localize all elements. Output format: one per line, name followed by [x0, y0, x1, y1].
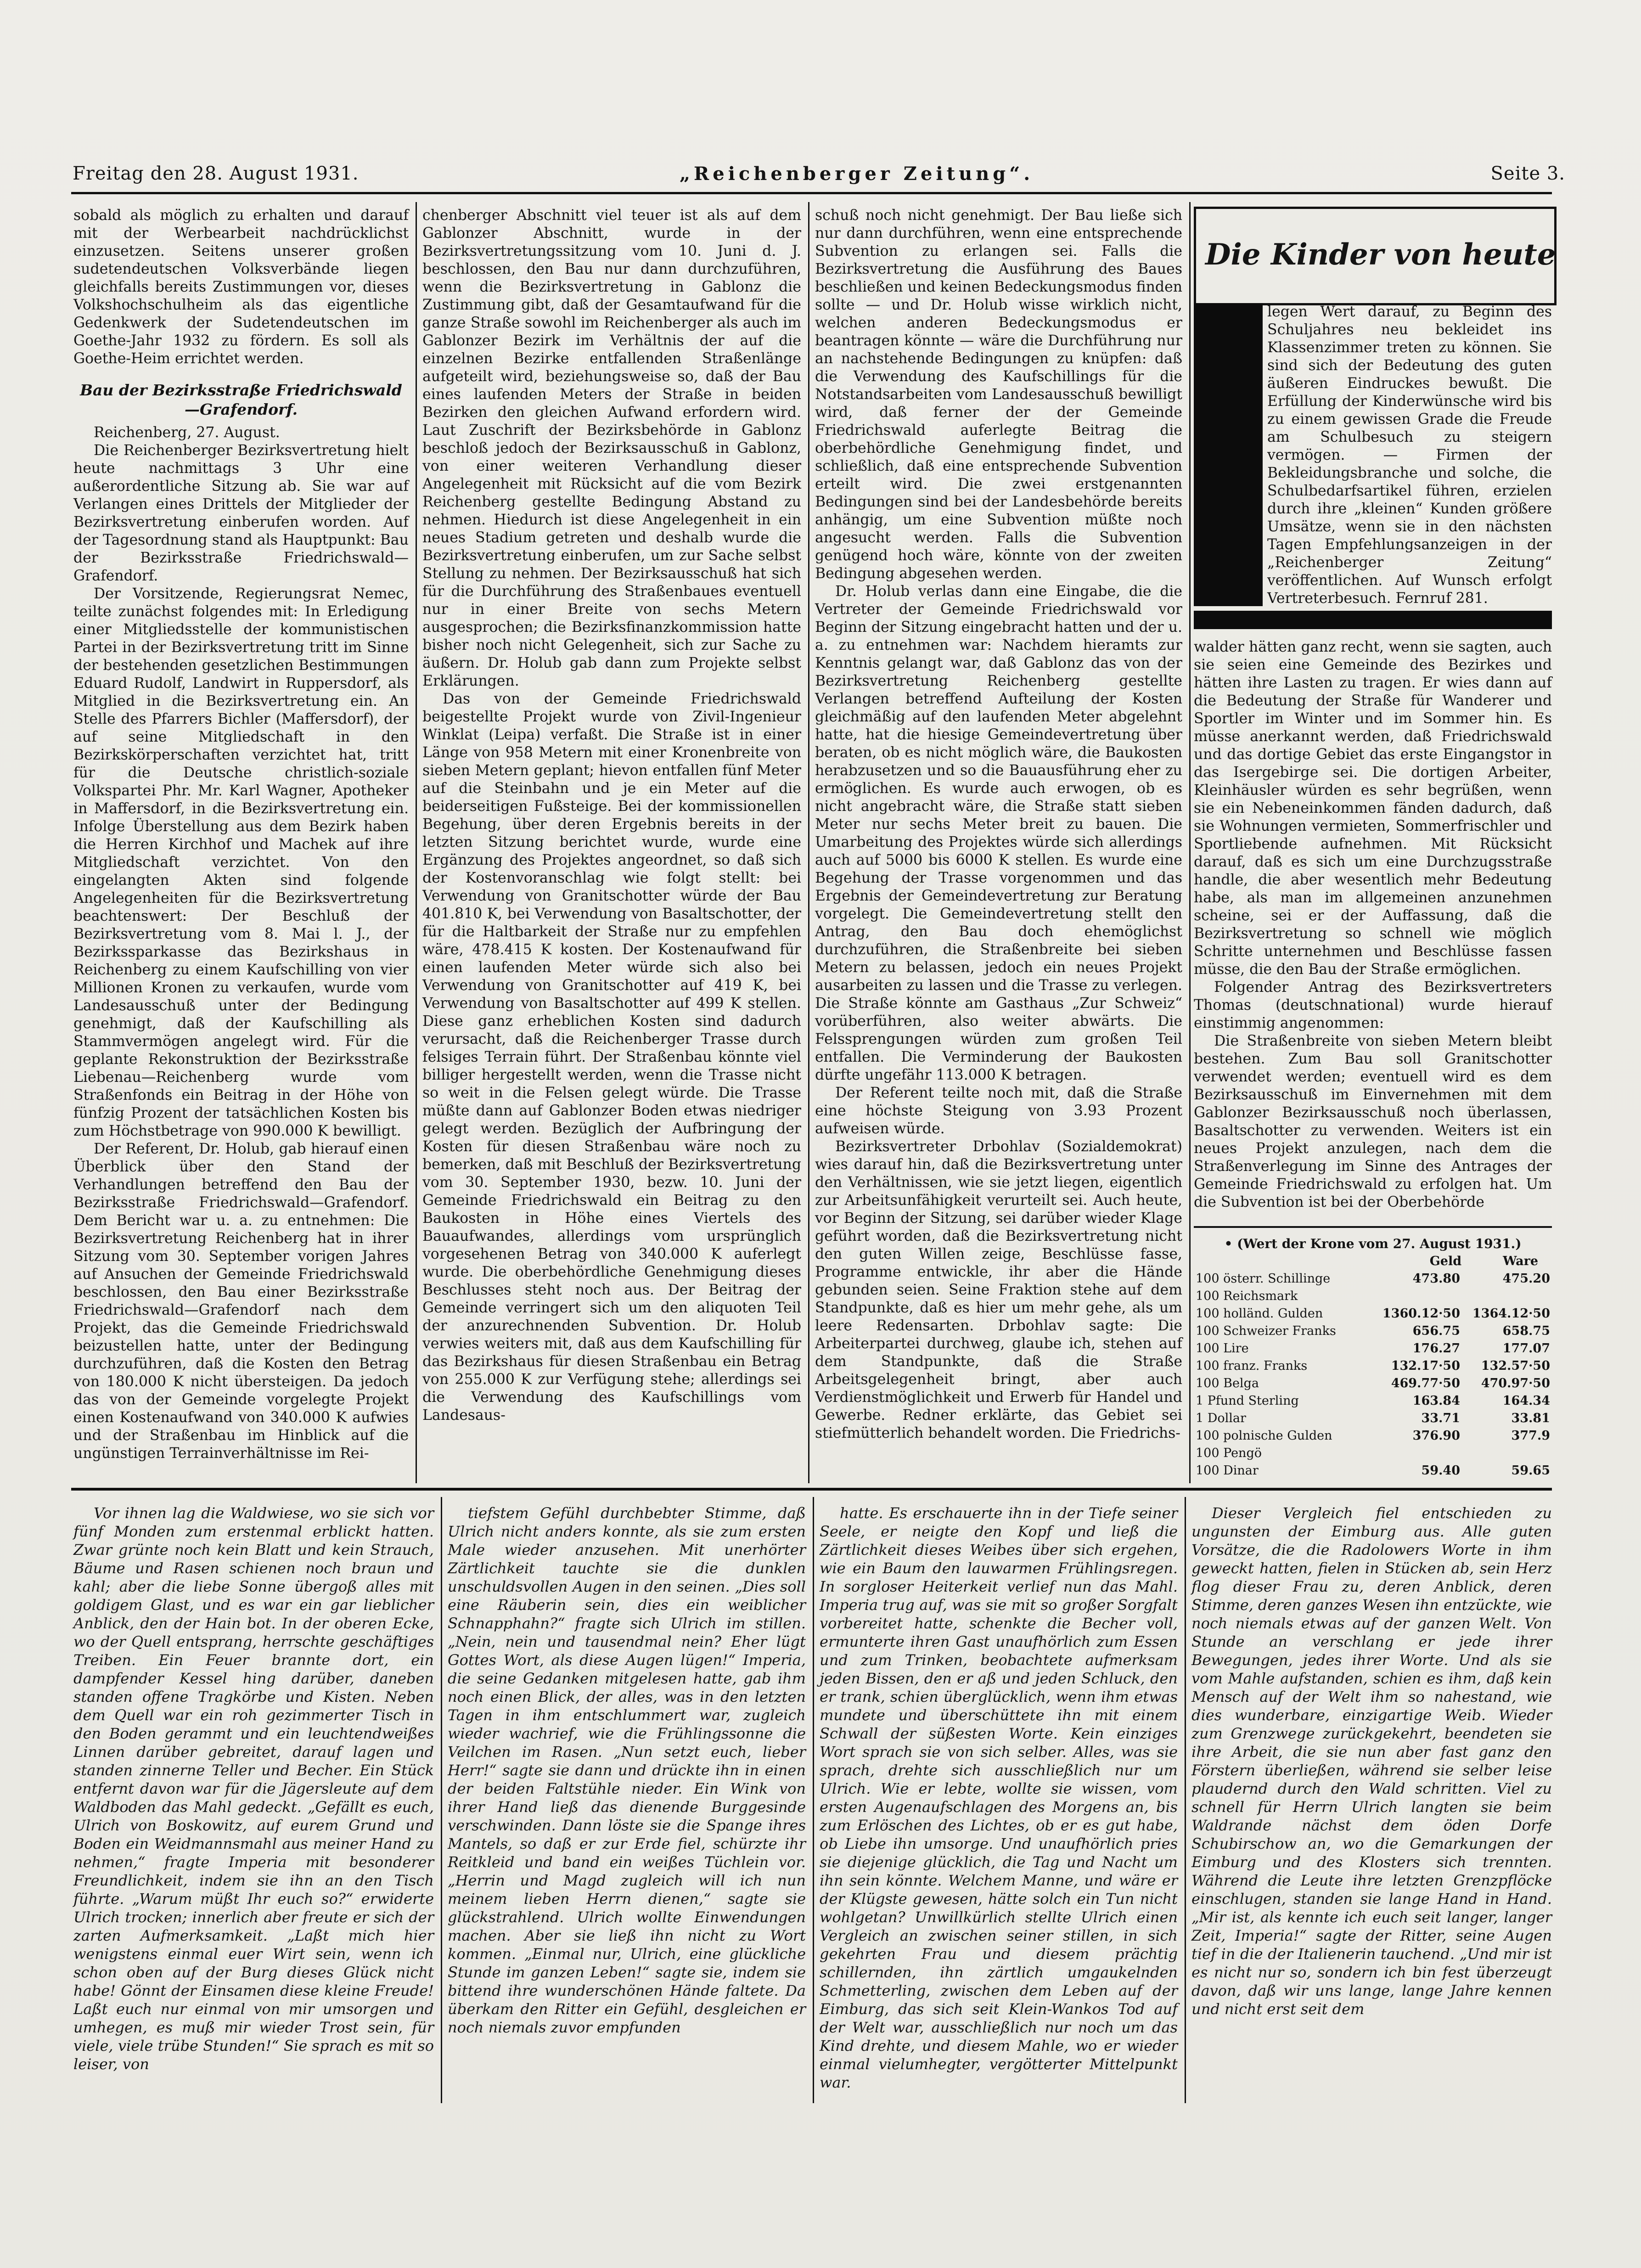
exchange-rate-row: [1194, 1410, 1552, 1427]
section-divider: [71, 1488, 1552, 1491]
paragraph: Der Referent, Dr. Holub, gab hierauf einen Überblick über den Stand der Verhandlungen betreffend den Bau der Bezirksstraße Friedrichswald—Grafendorf. Dem Bericht war u. a. zu entnehmen: Die Bezirksvertretung Reichenberg hat in ihrer Sitzung vom 30. September vorigen Jahres auf Ansuchen der Gemeinde Friedrichswald beschlossen, den Bau einer Bezirksstraße Friedrichswald—Grafendorf nach dem Projekt, das die Gemeinde Friedrichswald beizustellen hatte, unter der Bedingung durchzuführen, daß die Kosten den Betrag von 180.000 K nicht übersteigen. Da jedoch das von der Gemeinde vorgelegte Projekt einen Kostenaufwand von 340.000 K aufwies und der Straßenbau im Hinblick auf die ungünstigen Terrainverhältnisse im Rei-: [73, 1141, 409, 1462]
advertisement-title-box: [1194, 207, 1557, 305]
currency-name: 100 franz. Franks: [1196, 1359, 1308, 1373]
currency-name: 100 österr. Schillinge: [1196, 1272, 1331, 1286]
paragraph: schuß noch nicht genehmigt. Der Bau ließe sich nur dann durchführen, wenn eine entsprechende Subvention zu erlangen sei. Falls die Bezirksvertretung die Ausführung des Baues beschließen und keinen Bedeckungsmodus finden sollte — und Dr. Holub wisse wirklich nicht, welchen anderen Bedeckungsmodus er beantragen könnte — wäre die Durchführung nur an nachstehende Bedingungen zu knüpfen: daß die Verwendung des Kaufschillings für die Notstandsarbeiten vom Landesausschuß bewilligt wird, daß ferner der der Gemeinde Friedrichswald auferlegte Beitrag die oberbehördliche Genehmigung findet, und schließlich, daß eine entsprechende Subvention erteilt wird. Die zwei erstgenannten Bedingungen sind bei der Landesbehörde bereits anhängig, um eine Subvention müßte noch angesucht werden. Falls die Subvention genügend hoch wäre, könnte von der zweiten Bedingung abgesehen werden.: [815, 207, 1182, 582]
currency-name: 100 Schweizer Franks: [1196, 1324, 1336, 1338]
exchange-rate-row: [1194, 1445, 1552, 1462]
page-number: Seite 3.: [1490, 163, 1565, 184]
ask-rate: 59.65: [1511, 1463, 1550, 1478]
advertisement-bottom-bar: [1194, 611, 1552, 629]
paragraph: legen Wert darauf, zu Beginn des Schuljahres neu bekleidet ins Klassenzimmer treten zu können. Sie sind sich der Bedeutung des guten äußeren Eindruckes bewußt. Die Erfüllung der Kinderwünsche wird bis zu einem gewissen Grade die Freude am Schulbesuch zu steigern vermögen. — Firmen der Bekleidungsbranche und solche, die Schulbedarfsartikel führen, erzielen durch ihre „kleinen“ Kunden größere Umsätze, wenn sie in den nächsten Tagen Empfehlungsanzeigen in der „Reichenberger Zeitung“ veröffentlichen. Auf Wunsch erfolgt Vertreterbesuch. Fernruf 281.: [1267, 304, 1552, 607]
column-1: [73, 207, 409, 1488]
ask-rate: 658.75: [1502, 1324, 1550, 1338]
exchange-rate-row: [1194, 1427, 1552, 1445]
paragraph: chenberger Abschnitt viel teuer ist als auf dem Gablonzer Abschnitt, wurde in der Bezirksvertretungssitzung vom 10. Juni d. J. beschlossen, den Bau nur dann durchzuführen, wenn die Bezirksvertretung in Gablonz die Zustimmung gibt, daß der Gesamtaufwand für die ganze Straße sowohl im Reichenberger als auch im Gablonzer Bezirk im Verhältnis der auf die einzelnen Bezirke entfallenden Straßenlänge aufgeteilt wird, beziehungsweise so, daß der Bau eines laufenden Meters der Straße in beiden Bezirken den gleichen Aufwand erfordern wird. Laut Zuschrift der Bezirksbehörde in Gablonz beschloß jedoch der Bezirksausschuß in Gablonz, von einer weiteren Verhandlung dieser Angelegenheit mit Rücksicht auf die vom Bezirk Reichenberg gestellte Bedingung Abstand zu nehmen. Hiedurch ist diese Angelegenheit in ein neues Stadium getreten und deshalb wurde die Bezirksvertretung einberufen, um zur Sache selbst Stellung zu nehmen. Der Bezirksausschuß hat sich für die Durchführung des Straßenbaues eventuell nur in einer Breite von sechs Metern ausgesprochen; die Bezirksfinanzkommission hatte bisher noch nicht Gelegenheit, sich zur Sache zu äußern. Dr. Holub gab dann zum Projekte selbst Erklärungen.: [422, 207, 801, 689]
exchange-rate-row: [1194, 1270, 1552, 1288]
exchange-rate-row: [1194, 1462, 1552, 1480]
paragraph: Dr. Holub verlas dann eine Eingabe, die die Vertreter der Gemeinde Friedrichswald vor Beginn der Sitzung eingebracht hatten und der u. a. zu entnehmen war: Nachdem hieramts zur Kenntnis gelangt war, daß Gablonz das von der Bezirksvertretung Reichenberg gestellte Verlangen betreffend Aufteilung der Kosten gleichmäßig auf den laufenden Meter abgelehnt hatte, hat die hiesige Gemeindevertretung über beraten, ob es nicht möglich wäre, die Baukosten herabzusetzen und so die Bauausführung eher zu ermöglichen. Es wurde auch erwogen, ob es nicht angebracht wäre, die Straße statt sieben Meter nur sechs Meter breit zu bauen. Die Umarbeitung des Projektes würde sich allerdings auch auf 5000 bis 6000 K stellen. Es wurde eine Begehung der Trasse vorgenommen und das Ergebnis der Gemeindevertretung zur Beratung vorgelegt. Die Gemeindevertretung stellt den Antrag, den Bau doch ehemöglichst durchzuführen, die Straßenbreite bei sieben Metern zu belassen, jedoch ein neues Projekt ausarbeiten zu lassen und die Trasse zu verlegen. Die Straße könnte am Gasthaus „Zur Schweiz“ vorüberführen, also weiter abwärts. Die Felssprengungen würden zum großen Teil entfallen. Die Verminderung der Baukosten dürfte ungefähr 113.000 K betragen.: [815, 583, 1182, 1083]
exchange-rates-table: [1194, 1270, 1552, 1480]
bid-column-header: Geld: [1429, 1254, 1462, 1268]
serial-column-2: [448, 1504, 806, 2101]
bid-rate: 132.17·50: [1391, 1359, 1460, 1373]
bid-rate: 1360.12·50: [1382, 1306, 1460, 1321]
paragraph: Der Vorsitzende, Regierungsrat Nemec, teilte zunächst folgendes mit: In Erledigung einer Mitgliedsstelle der kommunistischen Partei in der Bezirksvertretung tritt im Sinne der bestehenden gesetzlichen Bestimmungen Eduard Rudolf, Landwirt in Ruppersdorf, als Mitglied in die Bezirksvertretung ein. An Stelle des Pfarrers Bichler (Maffersdorf), der auf seine Mitgliedschaft in den Bezirkskörperschaften verzichtet hat, tritt für die Deutsche christlich-soziale Volkspartei Phr. Mr. Karl Wagner, Apotheker in Maffersdorf, in die Bezirksvertretung ein. Infolge Überstellung aus dem Bezirk haben die Herren Kirchhof und Machek auf ihre Mitgliedschaft verzichtet. Von den eingelangten Akten sind folgende Angelegenheiten für die Bezirksvertretung beachtenswert: Der Beschluß der Bezirksvertretung vom 8. Mai l. J., der Bezirkssparkasse das Bezirkshaus in Reichenberg zu einem Kaufschilling von vier Millionen Kronen zu verkaufen, wurde vom Landesausschuß unter der Bedingung genehmigt, daß der Kaufschilling als Stammvermögen angelegt wird. Für die geplante Rekonstruktion der Bezirksstraße Liebenau—Reichenberg wurde vom Straßenfonds ein Beitrag in der Höhe von fünfzig Prozent der tatsächlichen Kosten bis zum Höchstbetrage von 990.000 K bewilligt.: [73, 585, 409, 1139]
ask-rate: 177.07: [1502, 1341, 1550, 1356]
exchange-rate-row: [1194, 1357, 1552, 1375]
paragraph: sobald als möglich zu erhalten und darauf mit der Werbearbeit nachdrücklichst einzusetzen. Seitens unserer großen sudetendeutschen Volksverbände liegen gleichfalls bereits Zustimmungen vor, dieses Volkshochschulheim als das eigentliche Gedenkwerk der Sudetendeutschen im Goethe-Jahr 1932 zu fördern. Es soll als Goethe-Heim errichtet werden.: [73, 207, 409, 367]
paragraph: Dieser Vergleich fiel entschieden zu ungunsten der Eimburg aus. Alle guten Vorsätze, die die Radolowers Worte in ihm geweckt hatten, fielen in Stücken ab, sein Herz flog dieser Frau zu, deren Anblick, deren Stimme, deren ganzes Wesen ihn entzückte, wie noch niemals etwas auf der ganzen Welt. Von Stunde an verschlang er jede ihrer Bewegungen, jedes ihrer Worte. Und als sie vom Mahle aufstanden, schien es ihm, daß kein Mensch auf der Welt ihm so nahestand, wie dies wunderbare, einzigartige Weib. Wieder zum Grenzwege zurückgekehrt, beendeten sie ihre Arbeit, die sie nun aber fast ganz den Förstern überließen, während sie selber leise plaudernd durch den Wald schritten. Viel zu schnell für Herrn Ulrich langten sie beim Waldrande nächst dem öden Dorfe Schubirschow an, wo die Gemarkungen der Eimburg und des Klosters sich trennten. Während die Leute ihre letzten Grenzpflöcke einschlugen, standen sie lange Hand in Hand. „Mir ist, als kennte ich euch seit langer, langer Zeit, Imperia!“ sagte der Ritter, seine Augen tief in die der Italienerin tauchend. „Und mir ist es nicht nur so, sondern ich bin fest überzeugt davon, daß wir uns lange, lange Jahre kennen und nicht erst seit dem: [1191, 1504, 1552, 2018]
currency-name: 100 Dinar: [1196, 1463, 1259, 1478]
ask-rate: 132.57·50: [1481, 1359, 1550, 1373]
column-rule: [813, 1497, 814, 2103]
issue-date: Freitag den 28. August 1931.: [73, 163, 359, 184]
exchange-rate-row: [1194, 1392, 1552, 1410]
dateline: Reichenberg, 27. August.: [94, 424, 280, 441]
column-2: [422, 207, 801, 1488]
serial-column-4: [1191, 1504, 1552, 2101]
currency-name: 100 holländ. Gulden: [1196, 1306, 1323, 1321]
column-rule: [1185, 1497, 1186, 2103]
paragraph: Die Straßenbreite von sieben Metern bleibt bestehen. Zum Bau soll Granitschotter verwendet werden; eventuell wird es dem Bezirksausschuß im Einvernehmen mit dem Gablonzer Bezirksausschuß noch überlassen, Basaltschotter zu verwenden. Weiters ist ein neues Projekt anzulegen, nach dem die Straßenverlegung im Sinne des Antrages der Gemeinde Friedrichswald zu erfolgen hat. Um die Subvention ist bei der Oberbehörde: [1194, 1033, 1552, 1210]
ask-rate: 377.9: [1511, 1429, 1550, 1443]
bid-rate: 176.27: [1412, 1341, 1460, 1356]
paragraph: Bezirksvertreter Drbohlav (Sozialdemokrat) wies darauf hin, daß die Bezirksvertretung unter den Verhältnissen, wie sie jetzt liegen, eigentlich zur Arbeitsunfähigkeit verurteilt sei. Auch heute, vor Beginn der Sitzung, sei darüber wieder Klage geführt worden, daß die Bezirksvertretung nicht den guten Willen zeige, Beschlüsse fasse, Programme entwickle, ihr aber die Hände gebunden seien. Seine Fraktion stehe auf dem Standpunkte, daß es hier um mehr gehe, als um leere Redensarten. Drbohlav sagte: Die Arbeiterpartei durchweg, glaube ich, stehen auf dem Standpunkte, daß die Straße Arbeitsgelegenheit bringt, aber auch Verdienstmöglichkeit und Erwerb für Handel und Gewerbe. Redner erklärte, das Gebiet sei stiefmütterlich behandelt worden. Die Friedrichs-: [815, 1138, 1182, 1441]
paragraph: walder hätten ganz recht, wenn sie sagten, auch sie seien eine Gemeinde des Bezirkes und hätten ihre Lasten zu tragen. Er wies dann auf die Bedeutung der Straße für Wanderer und Sportler im Winter und im Sommer hin. Es müsse anerkannt werden, daß Friedrichswald und das dortige Gebiet das erste Eingangstor in das Isergebirge sei. Die dortigen Arbeiter, Kleinhäusler würden es sehr begrüßen, wenn sie ein Nebeneinkommen fänden dadurch, daß sie Wohnungen vermieten, Sommerfrischler und Sportliebende aufnehmen. Mit Rücksicht darauf, daß es sich um eine Durchzugsstraße handle, die aber wesentlich mehr Bedeutung habe, als man im allgemeinen anzunehmen scheine, sei er der Auffassung, daß die Bezirksvertretung so schnell wie möglich Schritte unternehmen und Beschlüsse fassen müsse, die den Bau der Straße ermöglichen.: [1194, 639, 1552, 978]
exchange-rate-row: [1194, 1340, 1552, 1357]
bid-rate: [1372, 1445, 1462, 1462]
paragraph: Folgender Antrag des Bezirksvertreters Thomas (deutschnational) wurde hierauf einstimmig angenommen:: [1194, 979, 1552, 1031]
currency-name: 100 Lire: [1196, 1341, 1249, 1356]
exchange-rates: [1194, 1235, 1552, 1480]
article-heading: Bau der Bezirksstraße Friedrichswald—Grafendorf.: [80, 381, 402, 418]
ask-rate: 33.81: [1511, 1411, 1550, 1425]
advertisement-text: [1267, 303, 1552, 607]
ask-rate: 475.20: [1502, 1272, 1550, 1286]
column-4: [1194, 638, 1552, 1221]
bid-rate: 469.77·50: [1391, 1376, 1460, 1390]
paragraph: Die Reichenberger Bezirksvertretung hielt heute nachmittags 3 Uhr eine außerordentliche Sitzung ab. Sie war auf Verlangen eines Drittels der Mitglieder der Bezirksvertretung einberufen worden. Auf der Tagesordnung stand als Hauptpunkt: Bau der Bezirksstraße Friedrichswald—Grafendorf.: [73, 442, 409, 584]
serial-column-1: [73, 1504, 434, 2101]
column-rule: [1189, 202, 1191, 1483]
exchange-rate-row: [1194, 1305, 1552, 1323]
bid-rate: 656.75: [1412, 1324, 1460, 1338]
paragraph: Der Referent teilte noch mit, daß die Straße eine höchste Steigung von 3.93 Prozent aufweisen würde.: [815, 1085, 1182, 1137]
exchange-rates-title: • (Wert der Krone vom 27. August 1931.): [1224, 1236, 1522, 1251]
column-rule: [808, 202, 809, 1483]
bid-rate: 473.80: [1412, 1272, 1460, 1286]
bid-rate: 33.71: [1421, 1411, 1460, 1425]
ask-rate: [1462, 1445, 1552, 1462]
paragraph: tiefstem Gefühl durchbebter Stimme, daß Ulrich nicht anders konnte, als sie zum ersten Male wieder anzusehen. Mit unerhörter Zärtlichkeit tauchte sie die dunklen unschuldsvollen Augen in den seinen. „Dies soll eine Räuberin sein, dies ein weiblicher Schnapphahn?“ fragte sich Ulrich im stillen. „Nein, nein und tausendmal nein? Eher lügt Gottes Wort, als diese Augen lügen!“ Imperia, die seine Gedanken mitgelesen hatte, gab ihm noch einen Blick, der alles, was in den letzten Tagen in ihm entschlummert war, zugleich wieder wachrief, wie die Frühlingssonne die Veilchen im Rasen. „Nun setzt euch, lieber Herr!“ sagte sie dann und drückte ihn in einen der beiden Faltstühle nieder. Ein Wink von ihrer Hand ließ das dienende Burggesinde verschwinden. Dann löste sie die Spange ihres Mantels, so daß er zur Erde fiel, schürzte ihr Reitkleid und band ein weißes Tüchlein vor. „Herrin und Magd zugleich will ich nun meinem lieben Herrn dienen,“ sagte sie glückstrahlend. Ulrich wollte Einwendungen machen. Aber sie ließ ihn nicht zu Wort kommen. „Einmal nur, Ulrich, eine glückliche Stunde im ganzen Leben!“ sagte sie, indem sie bittend ihre wunderschönen Hände faltete. Da überkam den Ritter ein Gefühl, desgleichen er noch niemals zuvor empfunden: [448, 1504, 806, 2036]
advertisement-title: Die Kinder von heute: [1205, 237, 1556, 272]
newspaper-masthead: „Reichenberger Zeitung“.: [680, 163, 1034, 185]
exchange-rate-row: [1194, 1288, 1552, 1305]
ask-rate: 1364.12·50: [1472, 1306, 1550, 1321]
bid-rate: 163.84: [1412, 1394, 1460, 1408]
currency-name: 100 Belga: [1196, 1376, 1259, 1390]
exchange-rate-row: [1194, 1375, 1552, 1392]
currency-name: 100 Reichsmark: [1196, 1289, 1298, 1303]
ask-rate: [1462, 1288, 1552, 1305]
column-rule: [441, 1497, 442, 2103]
section-rule: [1194, 1226, 1552, 1228]
advertisement-left-bar: [1194, 303, 1263, 606]
ask-rate: 164.34: [1502, 1394, 1550, 1408]
exchange-rate-row: [1194, 1323, 1552, 1340]
currency-name: 100 Pengö: [1196, 1446, 1262, 1460]
header-rule: [71, 192, 1552, 194]
column-rule: [416, 202, 417, 1483]
bid-rate: 376.90: [1412, 1429, 1460, 1443]
serial-column-3: [820, 1504, 1178, 2101]
bid-rate: [1372, 1288, 1462, 1305]
ask-rate: 470.97·50: [1481, 1376, 1550, 1390]
currency-name: 1 Dollar: [1196, 1411, 1246, 1425]
currency-name: 100 polnische Gulden: [1196, 1429, 1332, 1443]
column-3: [815, 207, 1182, 1488]
ask-column-header: Ware: [1503, 1254, 1538, 1268]
paragraph: hatte. Es erschauerte ihn in der Tiefe seiner Seele, er neigte den Kopf und ließ die Zärtlichkeit dieses Weibes über sich ergehen, wie ein Baum den lauwarmen Frühlingsregen. In sorgloser Heiterkeit verlief nun das Mahl. Imperia trug auf, was sie mit so großer Sorgfalt vorbereitet hatte, schenkte die Becher voll, ermunterte ihren Gast unaufhörlich zum Essen und zum Trinken, beobachtete aufmerksam jeden Bissen, den er aß und jeden Schluck, den er trank, schien überglücklich, wenn ihm etwas mundete und überschüttete ihn mit einem Schwall der süßesten Worte. Kein einziges Wort sprach sie von sich selber. Alles, was sie sprach, drehte sich ausschließlich nur um Ulrich. Wie er lebte, wollte sie wissen, vom ersten Augenaufschlagen des Morgens an, bis zum Erlöschen des Lichtes, ob er es gut habe, ob Liebe ihn umsorge. Und unaufhörlich pries sie diejenige glücklich, die Tag und Nacht um ihn sein könnte. Welchem Manne, und wäre er der Klügste gewesen, hätte solch ein Tun nicht wohlgetan? Unwillkürlich stellte Ulrich einen Vergleich an zwischen seiner stillen, in sich gekehrten Frau und diesem prächtig schillernden, ihn zärtlich umgaukelnden Schmetterling, zwischen dem Leben auf der Eimburg, das sich seit Klein-Wankos Tod auf der Welt war, ausschließlich nur noch um das Kind drehte, und diesem Mahle, wo er wieder einmal vielumhegter, vergötterter Mittelpunkt war.: [820, 1504, 1178, 2091]
paragraph: Vor ihnen lag die Waldwiese, wo sie sich vor fünf Monden zum erstenmal erblickt hatten. Zwar grünte noch kein Blatt und kein Strauch, Bäume und Rasen schienen noch braun und kahl; aber die liebe Sonne übergoß alles mit goldigem Glast, und es war ein gar lieblicher Anblick, den der Hain bot. In der oberen Ecke, wo der Quell entsprang, herrschte geschäftiges Treiben. Ein Feuer brannte dort, ein dampfender Kessel hing darüber, daneben standen offene Tragkörbe und Kisten. Neben dem Quell war ein roh gezimmerter Tisch in den Boden gerammt und ein leuchtendweißes Linnen darüber gebreitet, darauf lagen und standen zinnerne Teller und Becher. Ein Stück entfernt davon war für die Jägersleute auf dem Waldboden das Mahl gedeckt. „Gefällt es euch, Ulrich von Boskowitz, auf eurem Grund und Boden ein Weidmannsmahl aus meiner Hand zu nehmen,“ fragte Imperia mit besonderer Freundlichkeit, indem sie ihn an den Tisch führte. „Warum müßt Ihr euch so?“ erwiderte Ulrich trocken; innerlich aber freute er sich der zarten Aufmerksamkeit. „Laßt mich hier wenigstens einmal euer Wirt sein, wenn ich schon oben auf der Burg dieses Glück nicht habe! Gönnt der Einsamen diese kleine Freude! Laßt euch nur einmal von mir umsorgen und umhegen, es muß mir wieder Trost sein, für viele, viele trübe Stunden!“ Sie sprach es mit so leiser, von: [73, 1504, 434, 2073]
bid-rate: 59.40: [1421, 1463, 1460, 1478]
currency-name: 1 Pfund Sterling: [1196, 1394, 1299, 1408]
paragraph: Das von der Gemeinde Friedrichswald beigestellte Projekt wurde von Zivil-Ingenieur Winklat (Leipa) verfaßt. Die Straße ist in einer Länge von 958 Metern mit einer Kronenbreite von sieben Metern geplant; hievon entfallen fünf Meter auf die Steinbahn und je ein Meter auf die beiderseitigen Fußsteige. Bei der kommissionellen Begehung, über deren Ergebnis bereits in der letzten Sitzung berichtet wurde, wurde eine Ergänzung des Projektes angeordnet, so daß sich der Kostenvoranschlag wie folgt stellt: bei Verwendung von Granitschotter würde der Bau 401.810 K, bei Verwendung von Basaltschotter, der für die Haltbarkeit der Straße nur zu empfehlen wäre, 478.415 K kosten. Der Kostenaufwand für einen laufenden Meter würde sich also bei Verwendung von Granitschotter auf 419 K, bei Verwendung von Basaltschotter auf 499 K stellen. Diese ganz erheblichen Kosten sind dadurch verursacht, daß die Reichenberger Trasse durch felsiges Terrain führt. Der Straßenbau könnte viel billiger hergestellt werden, wenn die Trasse nicht so weit in die Felsen gelegt würde. Die Trasse müßte dann auf Gablonzer Boden etwas niedriger gelegt werden. Bezüglich der Aufbringung der Kosten für diesen Straßenbau wäre noch zu bemerken, daß mit Beschluß der Bezirksvertretung vom 30. September 1930, bezw. 10. Juni der Gemeinde Friedrichswald ein Beitrag zu den Baukosten in Höhe eines Viertels des Bauaufwandes, allerdings vom ursprünglich vorgesehenen Betrag von 340.000 K auferlegt wurde. Die oberbehördliche Genehmigung dieses Beschlusses steht noch aus. Der Beitrag der Gemeinde verringert sich um den aliquoten Teil der anzurechnenden Subvention. Dr. Holub verwies weiters mit, daß aus dem Kaufschilling für das Bezirkshaus für diesen Straßenbau ein Betrag von 255.000 K zur Verfügung stehe; allerdings sei die Verwendung des Kaufschillings vom Landesaus-: [422, 691, 801, 1424]
